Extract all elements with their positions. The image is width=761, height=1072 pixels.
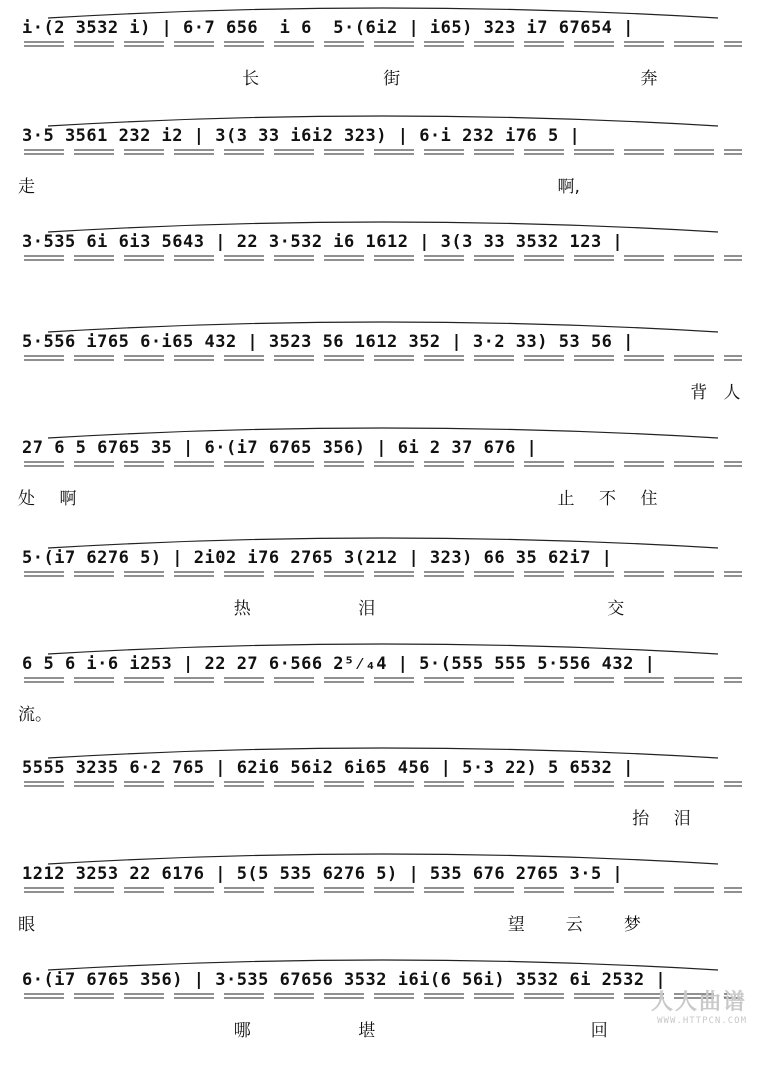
slur-arc [48, 538, 718, 548]
lyric-word: 泪 [673, 809, 691, 829]
lyric-word: 处 [18, 489, 35, 509]
notation-line [18, 850, 748, 906]
lyric-word: 人 [723, 383, 741, 403]
lyric-word: 望 [507, 915, 525, 935]
lyric-line [18, 278, 748, 304]
notation-line [18, 218, 748, 274]
notation-text: 5·(i7 6276 5) | 2i02 i76 2765 3(212 | 323) 66 35 62i7 | [22, 548, 613, 568]
score-system [0, 112, 761, 228]
lyric-word: 眼 [18, 915, 35, 935]
lyric-word: 回 [590, 1021, 608, 1041]
lyric-word: 云 [565, 915, 583, 935]
notation-line [18, 956, 748, 1012]
lyric-word: 交 [607, 599, 625, 619]
score-system [0, 4, 761, 120]
notation-text: i·(2 3532 i) | 6·7 656 i 6 5·(6i2 | i65) 323 i7 67654 | [22, 18, 634, 38]
notation-text: 5555 3235 6·2 765 | 62i6 56i2 6i65 456 | 5·3 22) 5 6532 | [22, 758, 634, 778]
lyric-word: 啊, [557, 177, 580, 197]
lyric-line [18, 1016, 748, 1042]
notation-line [18, 534, 748, 590]
notation-line [18, 318, 748, 374]
lyric-line [18, 378, 748, 404]
notation-text: 1212 3253 22 6176 | 5(5 535 6276 5) | 535 676 2765 3·5 | [22, 864, 624, 884]
lyric-word: 堪 [358, 1021, 376, 1041]
notation-text: 3·5 3561 232 i2 | 3(3 33 i6i2 323) | 6·i 232 i76 5 | [22, 126, 581, 146]
notation-line [18, 424, 748, 480]
slur-arc [48, 322, 718, 332]
score-system [0, 640, 761, 756]
lyric-line [18, 64, 748, 90]
lyric-word: 街 [383, 69, 401, 89]
lyric-word: 啊 [59, 489, 77, 509]
lyric-line [18, 804, 748, 830]
slur-arc [48, 8, 718, 18]
watermark-url: WWW.HTTPCN.COM [657, 1016, 747, 1026]
notation-text: 27 6 5 6765 35 | 6·(i7 6765 356) | 6i 2 37 676 | [22, 438, 538, 458]
lyric-word: 哪 [233, 1021, 251, 1041]
slur-arc [48, 960, 718, 970]
slur-arc [48, 428, 718, 438]
slur-arc [48, 644, 718, 654]
notation-line [18, 640, 748, 696]
slur-arc [48, 222, 718, 232]
lyric-word: 热 [233, 599, 251, 619]
lyric-word: 泪 [358, 599, 376, 619]
notation-line [18, 4, 748, 60]
lyric-word: 奔 [640, 69, 658, 89]
lyric-line [18, 700, 748, 726]
score-system [0, 534, 761, 650]
slur-arc [48, 854, 718, 864]
notation-text: 5·556 i765 6·i65 432 | 3523 56 1612 352 | 3·2 33) 53 56 | [22, 332, 634, 352]
lyric-word: 流。 [18, 705, 52, 725]
score-system [0, 218, 761, 334]
score-system [0, 424, 761, 540]
lyric-word: 住 [640, 489, 658, 509]
notation-line [18, 744, 748, 800]
lyric-word: 长 [242, 69, 260, 89]
notation-text: 6·(i7 6765 356) | 3·535 67656 3532 i6i(6 56i) 3532 6i 2532 | [22, 970, 667, 990]
lyric-word: 梦 [623, 915, 641, 935]
watermark-brand: 人人曲谱 [650, 990, 747, 1015]
lyric-line [18, 172, 748, 198]
score-system [0, 744, 761, 860]
lyric-word: 走 [18, 177, 35, 197]
score-system [0, 318, 761, 434]
lyric-word: 抬 [632, 809, 650, 829]
slur-arc [48, 748, 718, 758]
notation-text: 6 5 6 i·6 i253 | 22 27 6·566 2⁵⁄₄4 | 5·(555 555 5·556 432 | [22, 654, 656, 674]
notation-text: 3·535 6i 6i3 5643 | 22 3·532 i6 1612 | 3(3 33 3532 123 | [22, 232, 624, 252]
watermark [651, 985, 747, 1026]
lyric-word: 不 [599, 489, 616, 509]
notation-line [18, 112, 748, 168]
score-system [0, 850, 761, 966]
lyric-word: 止 [557, 489, 575, 509]
score-system [0, 956, 761, 1072]
slur-arc [48, 116, 718, 126]
lyric-line [18, 594, 748, 620]
lyric-line [18, 910, 748, 936]
lyric-line [18, 484, 748, 510]
lyric-word: 背 [690, 383, 708, 403]
